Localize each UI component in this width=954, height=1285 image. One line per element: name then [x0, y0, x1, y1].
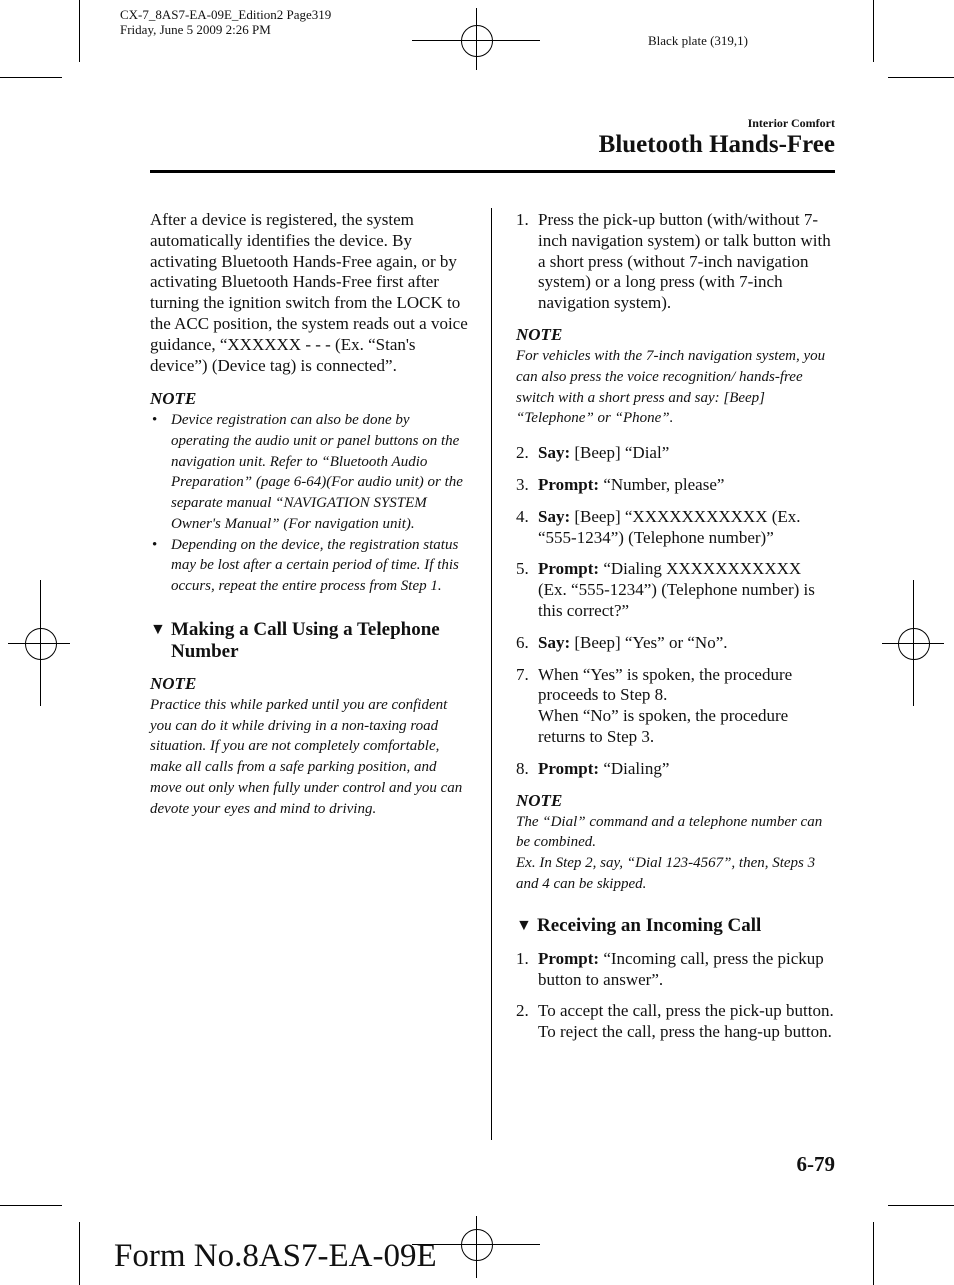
crop-mark — [873, 0, 874, 62]
note-block — [150, 673, 468, 820]
section-label: Interior Comfort — [747, 116, 835, 130]
plate-label: Black plate (319,1) — [648, 33, 748, 48]
step-number: 2. — [516, 443, 529, 463]
step-item: 2. To accept the call, press the pick-up button. To reject the call, press the hang-up button. — [516, 1001, 834, 1042]
step-item: 6. Say: [Beep] “Yes” or “No”. — [516, 632, 728, 652]
triangle-icon: ▼ — [150, 620, 166, 638]
step-item: 2. Say: [Beep] “Dial” — [516, 443, 670, 463]
step-label: Prompt: — [538, 474, 600, 494]
crop-mark — [79, 0, 80, 62]
column-divider — [491, 208, 492, 1140]
subsection-heading: ▼ Making a Call Using a Telephone Number — [150, 618, 440, 662]
note-text: For vehicles with the 7-inch navigation system, you can also press the voice recognition/ hands-free switch with a short press and say: [Beep] “Telephone” or “Phone”. — [516, 347, 826, 427]
step-item: 7. When “Yes” is spoken, the procedure proceeds to Step 8. When “No” is spoken, the procedure returns to Step 3. — [516, 664, 793, 746]
step-number: 1. — [516, 210, 529, 229]
steps-list — [516, 949, 834, 1043]
note-heading: NOTE — [516, 790, 563, 810]
step-label: Say: — [538, 506, 571, 526]
step-label: Say: — [538, 632, 571, 652]
registration-circle — [25, 628, 57, 660]
right-column — [516, 210, 834, 1043]
step-label: Say: — [538, 443, 571, 463]
bullet-dot: • — [152, 536, 158, 553]
crop-mark — [0, 1205, 62, 1206]
title-rule — [150, 170, 835, 173]
step-item: 3. Prompt: “Number, please” — [516, 474, 725, 494]
crop-mark — [888, 77, 954, 78]
crop-mark — [873, 1222, 874, 1285]
step-number: 7. — [516, 664, 529, 684]
triangle-icon: ▼ — [516, 916, 532, 934]
step-label: Prompt: — [538, 559, 600, 579]
step-item: 1. Prompt: “Incoming call, press the pickup button to answer”. — [516, 948, 824, 989]
intro-paragraph: After a device is registered, the system automatically identifies the device. By activating Bluetooth Hands-Free again, or by activating Bluetooth Hands-Free first after turning the ignition switch from the LOCK to the ACC position, the system reads out a voice guidance, “XXXXXX - - - (Ex. “Stan's device”) (Device tag) is connected”. — [150, 210, 468, 375]
bullet-dot: • — [152, 412, 158, 429]
step-label: Prompt: — [538, 758, 600, 778]
step-item: 8. Prompt: “Dialing” — [516, 758, 670, 778]
steps-list — [516, 210, 834, 314]
steps-list — [516, 443, 834, 779]
step-number: 3. — [516, 474, 529, 494]
page-number: 6-79 — [796, 1152, 835, 1176]
step-number: 8. — [516, 758, 529, 778]
crop-mark — [79, 1222, 80, 1285]
step-label: Prompt: — [538, 948, 600, 968]
step-number: 4. — [516, 506, 529, 526]
page-title: Bluetooth Hands-Free — [598, 131, 835, 158]
note-block — [516, 324, 834, 429]
step-item: 1. Press the pick-up button (with/without 7-inch navigation system) or talk button with a short press (without 7-inch navigation system) or a long press (with 7-inch navigation system). — [516, 210, 831, 313]
registration-circle — [461, 1229, 493, 1261]
note-bullet: • Device registration can also be done by operating the audio unit or panel buttons on the navigation unit. Refer to “Bluetooth Audio Preparation” (page 6-64)(For audio unit) or the separate manual “NAVIGATION SYSTEM Owner's Manual” (For navigation unit). — [152, 412, 463, 532]
step-number: 2. — [516, 1001, 529, 1021]
step-number: 5. — [516, 559, 529, 579]
note-heading: NOTE — [150, 389, 197, 409]
left-column — [150, 210, 468, 819]
step-item: 4. Say: [Beep] “XXXXXXXXXXX (Ex. “555-1234”) (Telephone number)” — [516, 506, 801, 547]
note-heading: NOTE — [150, 673, 197, 693]
note-text: Ex. In Step 2, say, “Dial 123-4567”, then, Steps 3 and 4 can be skipped. — [516, 855, 816, 892]
step-number: 6. — [516, 632, 529, 652]
note-block — [516, 790, 834, 895]
note-block — [150, 388, 468, 596]
print-slug — [120, 7, 331, 37]
subsection-heading: ▼ Receiving an Incoming Call — [516, 914, 762, 936]
file-line: CX-7_8AS7-EA-09E_Edition2 Page319 — [120, 7, 332, 22]
note-text: Practice this while parked until you are confident you can do it while driving in a non-taxing road situation. If you are not completely comfortable, make all calls from a safe parking position, and move out only when fully under control and you can devote your eyes and mind to driving. — [150, 696, 463, 817]
step-number: 1. — [516, 948, 529, 968]
note-text: The “Dial” command and a telephone number can be combined. — [516, 813, 823, 851]
registration-circle — [461, 25, 493, 57]
step-item: 5. Prompt: “Dialing XXXXXXXXXXX (Ex. “555-1234”) (Telephone number) is this correct?” — [516, 559, 815, 620]
date-line: Friday, June 5 2009 2:26 PM — [120, 22, 271, 37]
crop-mark — [0, 77, 62, 78]
form-number: Form No.8AS7-EA-09E — [114, 1238, 437, 1274]
registration-circle — [898, 628, 930, 660]
note-bullet: • Depending on the device, the registration status may be lost after a certain period of time. If this occurs, repeat the entire process from Step 1. — [152, 536, 459, 594]
note-heading: NOTE — [516, 324, 563, 344]
crop-mark — [888, 1205, 954, 1206]
note-bullets — [150, 410, 468, 596]
